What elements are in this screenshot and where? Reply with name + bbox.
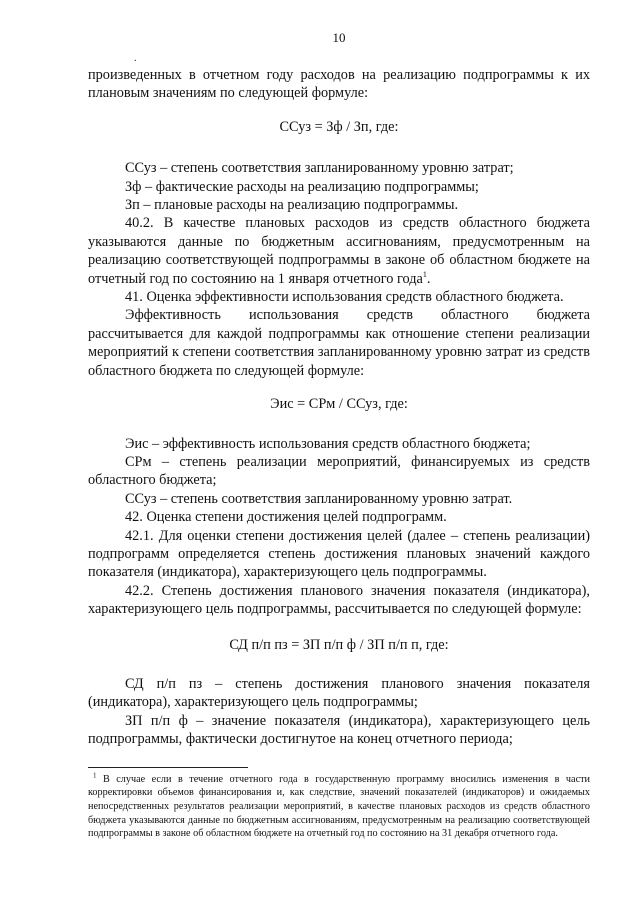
- stray-mark: .: [134, 53, 137, 64]
- definition-zf: Зф – фактические расходы на реализацию подпрограммы;: [125, 178, 479, 195]
- document-page: [88, 30, 590, 841]
- definition-ssuz: ССуз – степень соответствия запланированному уровню затрат;: [125, 160, 514, 177]
- footnote: [88, 773, 590, 842]
- paragraph-42: 42. Оценка степени достижения целей подпрограмм.: [125, 509, 447, 526]
- footnote-reference: 1: [422, 269, 427, 279]
- paragraph-40-2-end: .: [426, 270, 431, 287]
- paragraph-efficiency: Эффективность использования средств областного бюджета рассчитывается для каждой подпрограммы как отношение степени реализации мероприятий к степени соответствия запланированному уровню затрат из средств областного бюджета по следующей формуле:: [88, 307, 590, 379]
- definition-srm: СРм – степень реализации мероприятий, финансируемых из средств областного бюджета;: [88, 453, 590, 489]
- definition-sd: СД п/п пз – степень достижения планового значения показателя (индикатора), характеризующего цель подпрограммы;: [88, 675, 590, 711]
- page-number: 10: [332, 30, 346, 45]
- document-body: [88, 66, 590, 749]
- paragraph-42-2: 42.2. Степень достижения планового значения показателя (индикатора), характеризующего цель подпрограммы, рассчитывается по следующей формуле:: [88, 582, 590, 618]
- definition-zp-f: ЗП п/п ф – значение показателя (индикатора), характеризующего цель подпрограммы, фактически достигнутое на конец отчетного периода;: [88, 712, 590, 748]
- formula-sd: СД п/п пз = ЗП п/п ф / ЗП п/п п, где:: [229, 636, 449, 653]
- footnote-divider: [88, 767, 248, 768]
- paragraph-41: 41. Оценка эффективности использования средств областного бюджета.: [125, 289, 564, 306]
- paragraph-40-2-text: 40.2. В качестве плановых расходов из средств областного бюджета указываются данные по бюджетным ассигнованиям, предусмотренным на реализацию соответствующей подпрограммы в законе об областном бюджете на отчетный год по состоянию на 1 января отчетного года: [88, 215, 590, 287]
- footnote-text: В случае если в течение отчетного года в государственную программу вносились изменения в части корректировки объемов финансирования и, как следствие, значений показателей (индикаторов) и ожидаемых непосредственных результатов реализации мероприятий, в качестве плановых расходов из средств областного бюджета указываются данные по бюджетным ассигнованиям, предусмотренным на реализацию соответствующей подпрограммы в законе об областном бюджете на отчетный год по состоянию на 31 декабря отчетного года.: [88, 773, 590, 840]
- definition-zp: Зп – плановые расходы на реализацию подпрограммы.: [125, 197, 459, 214]
- definition-ssuz-2: ССуз – степень соответствия запланированному уровню затрат.: [125, 490, 513, 507]
- footnote-marker: 1: [93, 771, 97, 780]
- paragraph-40-2: [88, 214, 590, 288]
- formula-eis: Эис = СРм / ССуз, где:: [270, 396, 408, 413]
- formula-ssuz: ССуз = Зф / Зп, где:: [279, 118, 399, 135]
- definition-eis: Эис – эффективность использования средств областного бюджета;: [125, 435, 531, 452]
- paragraph-continuation: произведенных в отчетном году расходов на реализацию подпрограммы к их плановым значениям по следующей формуле:: [88, 67, 590, 102]
- paragraph-42-1: 42.1. Для оценки степени достижения целей (далее – степень реализации) подпрограмм определяется степень достижения плановых значений каждого показателя (индикатора), характеризующего цель подпрограммы.: [88, 527, 590, 581]
